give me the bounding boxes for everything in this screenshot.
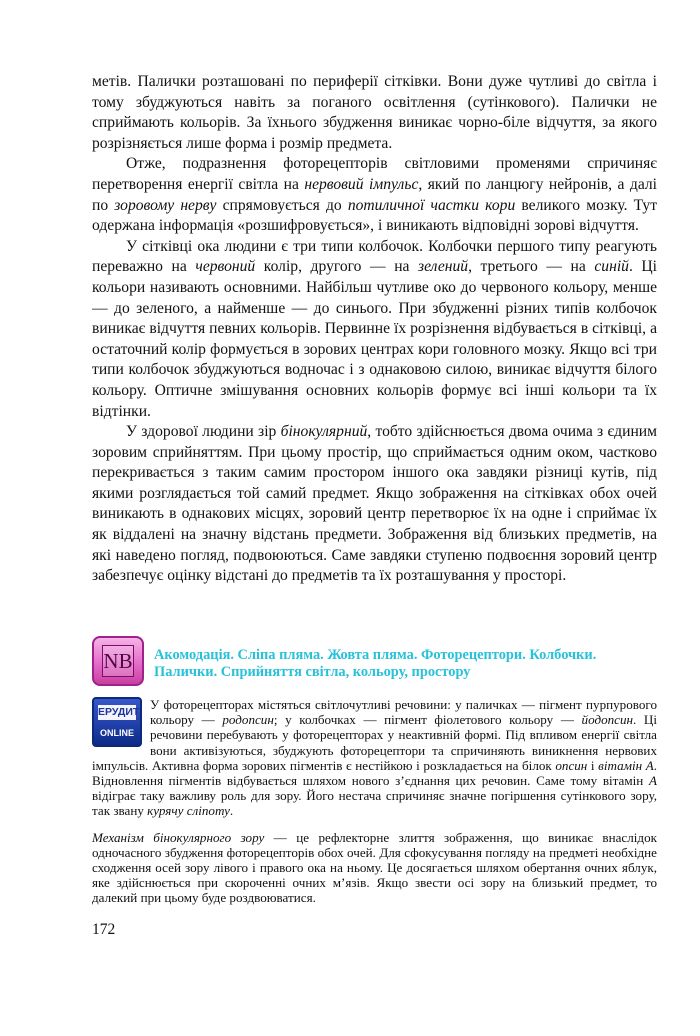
term-blue: синій bbox=[594, 258, 629, 276]
erudit-online-icon bbox=[92, 697, 142, 747]
nb-keywords-box bbox=[92, 636, 657, 686]
erudit-paragraph-2: Механізм бінокулярного зору — це рефлекторне злиття зображення, що виникає внаслідок одночасного збудження фоторецепторів обох очей. Для сфокусування погляду на предметі необхідне сходження осей зору лівого і правого ока на ньому. Це досягається шляхом обертання очних яблук, яке здійснюється при скороченні очних м’язів. Якщо звести осі зору на близький предмет, то далекий при цьому буде роздвоюватися. bbox=[92, 829, 657, 906]
term-binocular: бінокулярний bbox=[280, 423, 368, 441]
paragraph-2: Отже, подразнення фоторецепторів світловими променями спричиняє перетворення енергії світла на нервовий імпульс, який по ланцюгу нейронів, а далі по зоровому нерву спрямовується до потиличної частки кори великого мозку. Тут одержана інформація «розшифровується», і виникають відповідні зорові відчуття. bbox=[92, 155, 658, 235]
term-occipital-lobe: потиличної частки кори bbox=[347, 196, 516, 214]
erudit-icon-bottom-label: ONLINE bbox=[99, 728, 134, 738]
main-text bbox=[92, 72, 657, 587]
page-number: 172 bbox=[92, 921, 116, 938]
nb-keywords: Акомодація. Сліпа пляма. Жовта пляма. Фоторецептори. Колбочки. Палички. Сприйняття світла, кольору, простору bbox=[154, 647, 597, 680]
term-red: червоний bbox=[195, 258, 256, 276]
paragraph-1: метів. Палички розташовані по периферії сітківки. Вони дуже чутливі до світла і тому збуджуються навіть за поганого освітлення (сутінкового). Палички не сприймають кольорів. За їхнього збудження виникає чорно-біле відчуття, за якого розрізняється лише форма і розмір предмета. bbox=[92, 73, 657, 152]
nb-icon bbox=[92, 636, 144, 686]
term-nerve-impulse: нервовий імпульс bbox=[304, 175, 419, 193]
erudit-paragraph-1: У фоторецепторах містяться світлочутливі речовини: у паличках — пігмент пурпурового кольору — родопсин; у колбочках — пігмент фіолетового кольору — йодопсин. Ці речовини перебувають у фоторецепторах у неактивній формі. Під впливом енергії світла вони активізуються, збуджують фоторецептори та спричиняють виникнення нервових імпульсів. Активна форма зорових пігментів є нестійкою і розкладається на білок опсин і вітамін А. Відновлення пігментів відбувається шляхом нового з’єднання цих речовин. Саме тому вітамін А відіграє таку важливу роль для зору. Його нестача спричиняє значне погіршення сутінкового зору, так звану курячу сліпоту. bbox=[92, 697, 658, 819]
term-green: зелений bbox=[418, 258, 469, 276]
paragraph-3: У сітківці ока людини є три типи колбочок. Колбочки першого типу реагують переважно на червоний колір, другого — на зелений, третього — на синій. Ці кольори називають основними. Найбільш чутливе око до червоного кольору, менше — до зеленого, а найменше — до синього. При збудженні різних типів колбочок виникає відчуття певних кольорів. Первинне їх розрізнення відбувається в сітківці, а остаточний колір формується в зорових центрах кори головного мозку. Якщо всі три типи колбочок збуджуються водночас і з однаковою силою, виникає відчуття білого кольору. Оптичне змішування основних кольорів формує всі інші кольори та їх відтінки. bbox=[92, 237, 658, 420]
term-optic-nerve: зоровому нерву bbox=[114, 196, 217, 214]
erudit-online-box bbox=[92, 697, 657, 906]
erudit-icon-top-label: ЕРУДИТ bbox=[98, 706, 140, 718]
nb-icon-label: NB bbox=[102, 645, 134, 677]
paragraph-4: У здорової людини зір бінокулярний, тобто здійснюється двома очима з єдиним зоровим сприйняттям. При цьому простір, що сприймається одним оком, частково перекривається з таким самим простором іншого ока завдяки різниці кутів, під якими розглядається той самий предмет. Якщо зображення на сітківках обох очей виникають в однакових місцях, зоровий центр перетворює їх на одне і сприймає їх як віддалені на значну відстань предмети. Зображення від близьких предметів, на які наведено погляд, подвоюються. Саме завдяки ступеню подвоєння зоровий центр забезпечує оцінку відстані до предметів та їх розташування у просторі. bbox=[92, 423, 657, 585]
